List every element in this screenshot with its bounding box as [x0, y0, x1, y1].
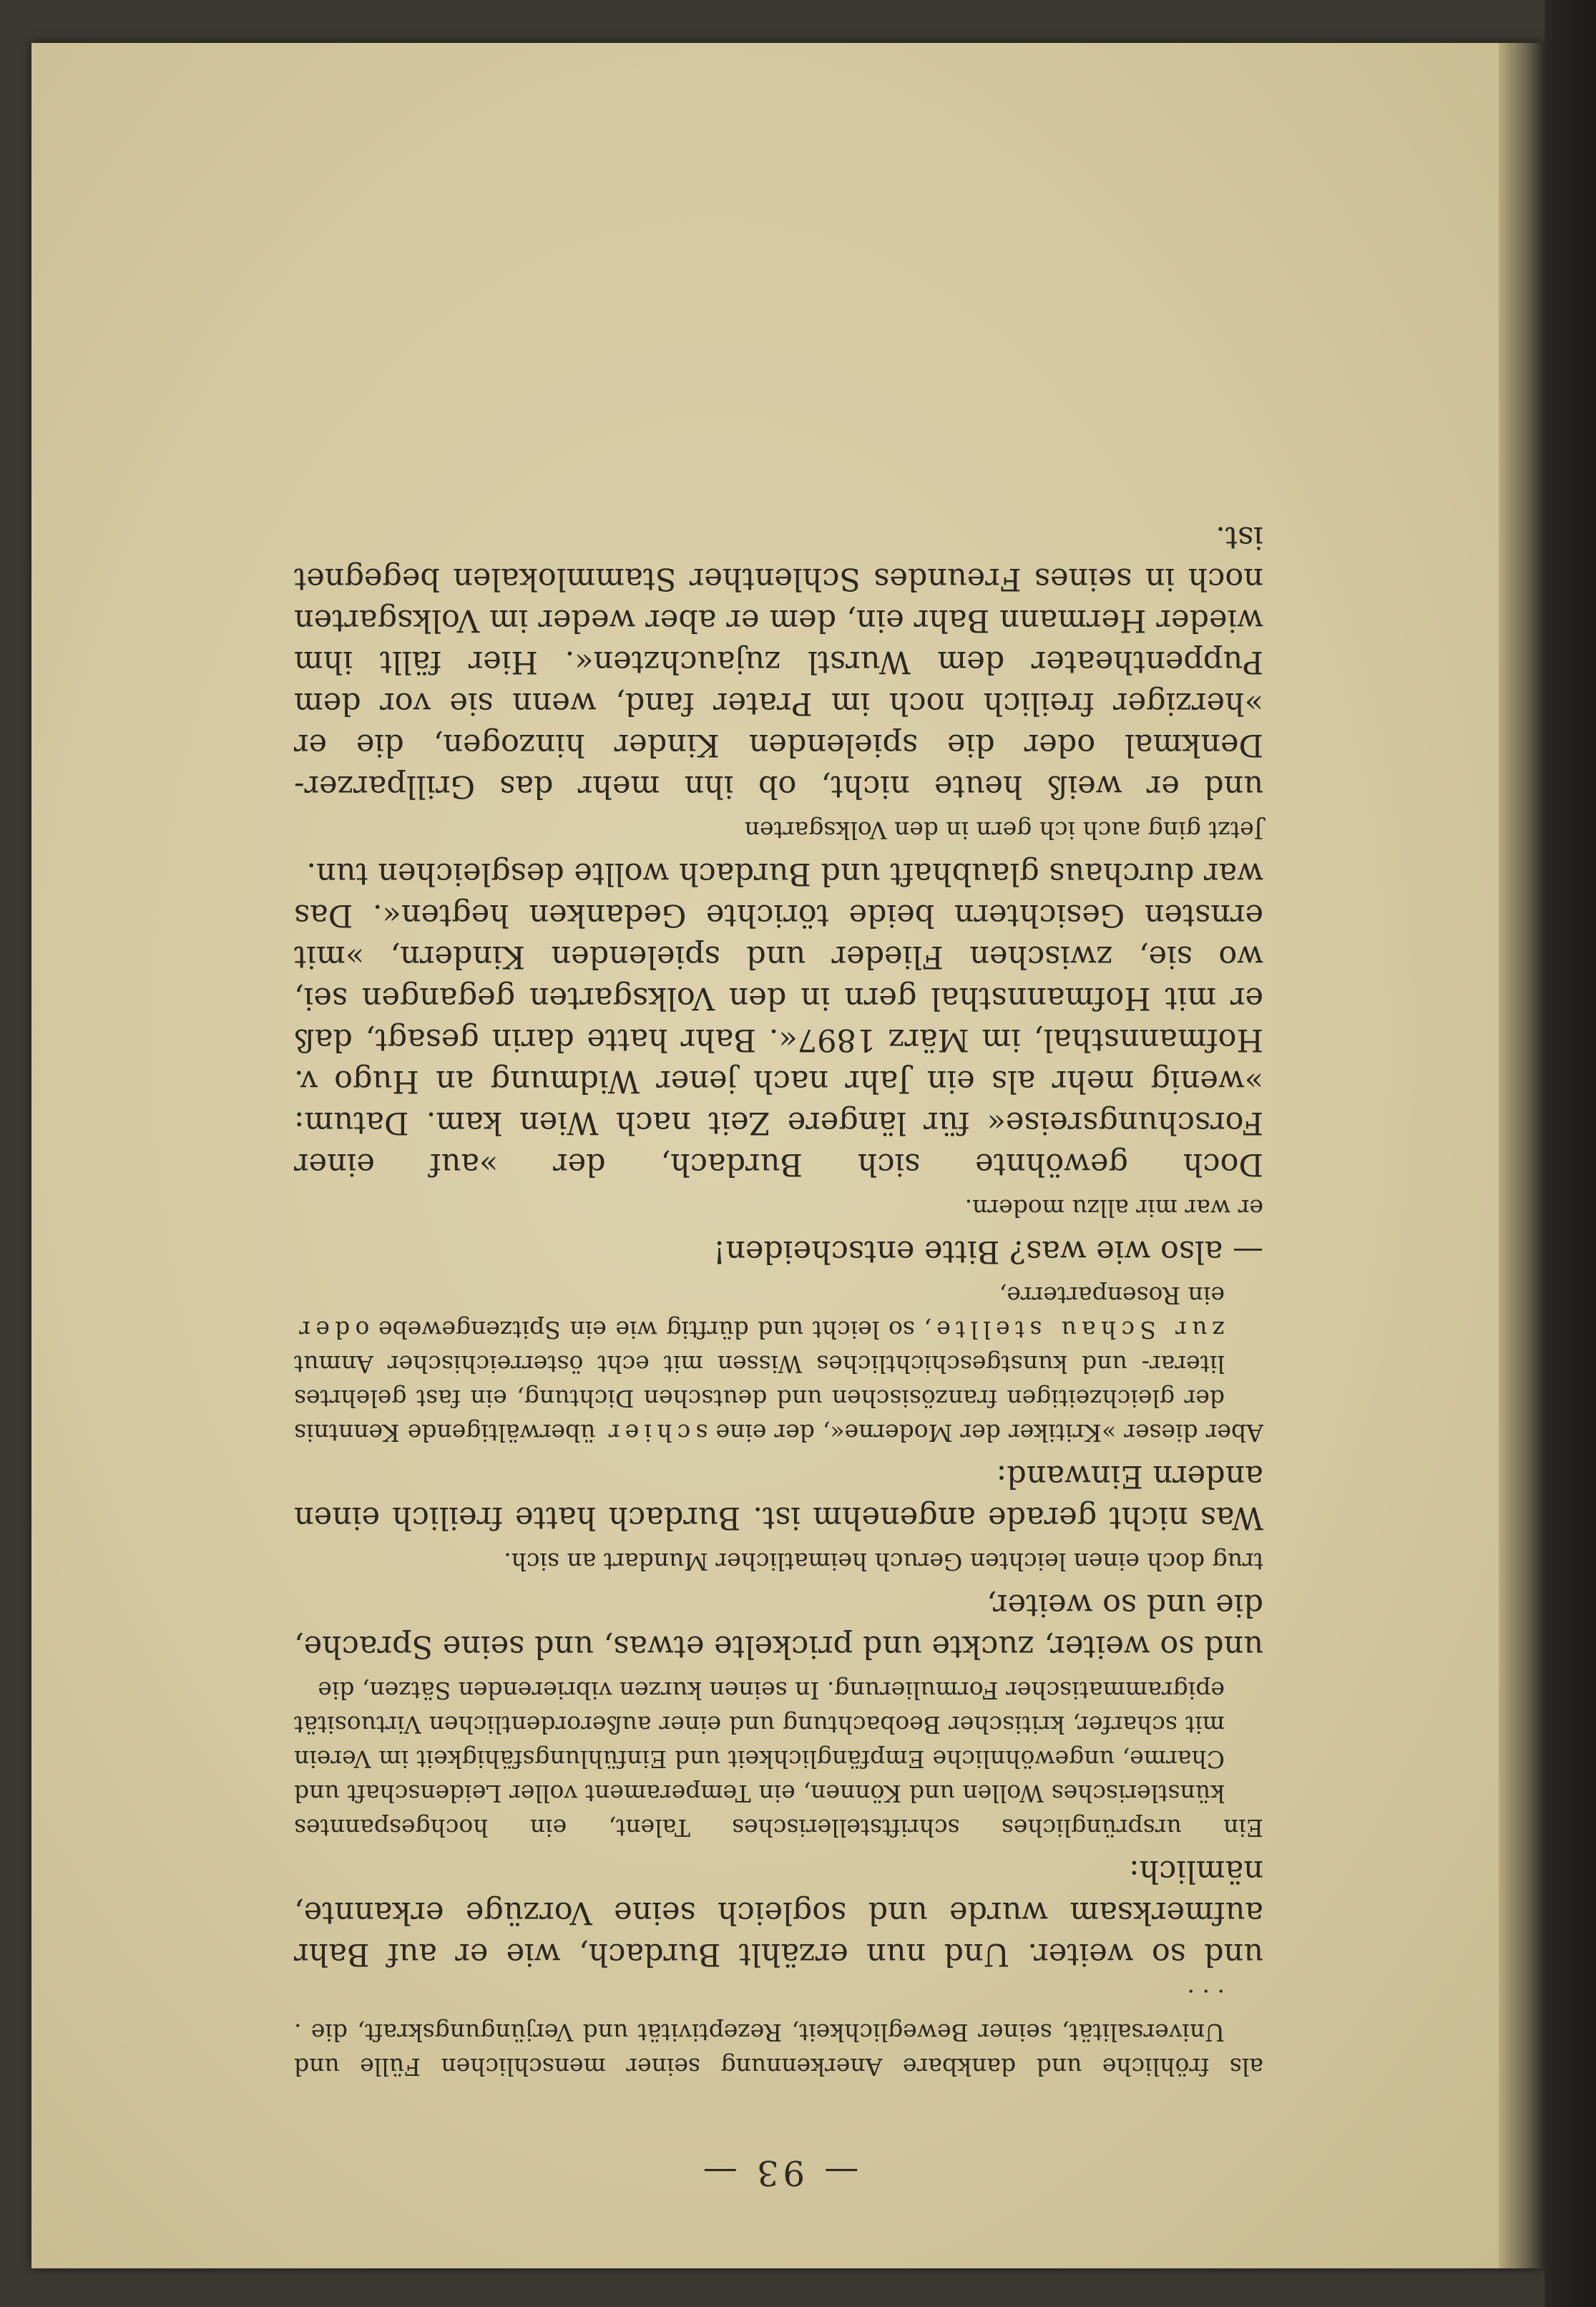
quote-paragraph: er war mir allzu modern. — [964, 1194, 1263, 1222]
quote-paragraph — [294, 1278, 1263, 1450]
body-paragraph: und so weiter. Und nun erzählt Burdach, wie er auf Bahr aufmerksam wurde und sogleich seine Vorzüge erkannte, nämlich: — [294, 1853, 1263, 1972]
page-number: — 93 — — [698, 2152, 859, 2193]
spaced-emphasis: oder — [294, 1316, 370, 1344]
quote-paragraph: Jetzt ging auch ich gern in den Volksgarten — [744, 816, 1263, 844]
body-paragraph: Doch gewöhnte sich Burdach, der »auf einer Forschungsreise« für längere Zeit nach Wien kam. Datum: »wenig mehr als ein Jahr nach jener Widmung an Hugo v. Hofmannsthal, im März 1897«. Bahr hatte darin gesagt, daß er mit Hofmannsthal gern in den Volksgarten gegangen sei, wo sie, zwischen Flieder und spielenden Kindern, »mit ernsten Gesichtern beide törichte Gedanken hegten«. Das war durchaus glaubhaft und Burdach wollte desgleichen tun. — [294, 856, 1263, 1182]
quote-paragraph: als fröhliche und dankbare Anerkennung seiner menschlichen Fülle und Universalität, seiner Beweglichkeit, Rezeptivität und Verjüngungskraft, die . . . . — [294, 1984, 1263, 2081]
body-paragraph: Was nicht gerade angenehm ist. Burdach hatte freilich einen andern Einwand: — [294, 1458, 1263, 1536]
quote-text: Aber dieser »Kritiker der Moderne«, der eine — [708, 1419, 1263, 1447]
body-paragraph: und er weiß heute nicht, ob ihn mehr das Grillparzer-Denkmal oder die spielenden Kinder hinzogen, die er »herziger freilich noch im Prater fand, wenn sie vor dem Puppentheater dem Wurstl zujauchzten«. Hier fällt ihm wieder Hermann Bahr ein, dem er aber weder im Volksgarten noch in seines Freundes Schlenther Stammlokalen begegnet ist. — [294, 520, 1263, 804]
quote-text: ein Rosenparterre, — [999, 1282, 1225, 1309]
spaced-emphasis: schier — [603, 1419, 708, 1447]
quote-paragraph: Ein ursprüngliches schriftstellerisches Talent, ein hochgespanntes künstlerisches Wollen und Können, ein Temperament voller Leidenschaft und Charme, ungewöhnliche Empfänglichkeit und Einfühlungsfähigkeit im Verein mit scharfer, kritischer Beobachtung und einer außerordentlichen Virtuosität epigrammatischer Formulierung. In seinen kurzen vibrierenden Sätzen, die — [294, 1677, 1263, 1842]
body-paragraph: — also wie was? Bitte entscheiden! — [713, 1234, 1263, 1269]
quote-paragraph: trug doch einen leichten Geruch heimatlicher Mundart an sich. — [504, 1548, 1263, 1576]
quote-text: überwältigende Kenntnis der gleichzeitigen französischen und deutschen Dichtung, ein fast gelehrtes literar- und kunstgeschichtliches Wissen mit echt österreichischer Anmut — [294, 1350, 1225, 1447]
quote-text: , so leicht und dürftig wie ein Spitzengewebe — [369, 1316, 931, 1344]
spaced-emphasis: zur Schau stellte — [931, 1316, 1225, 1344]
body-paragraph: und so weiter, zuckte und prickelte etwas, und seine Sprache, die und so weiter, — [294, 1587, 1263, 1664]
text-block — [294, 517, 1263, 2193]
